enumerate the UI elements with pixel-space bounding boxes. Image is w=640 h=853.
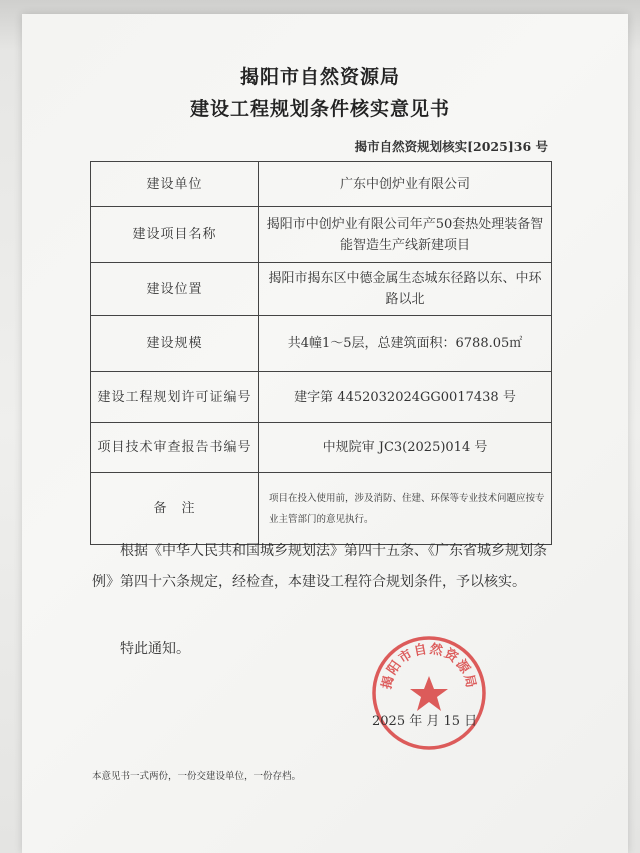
body-paragraph: 根据《中华人民共和国城乡规划法》第四十五条、《广东省城乡规划条例》第四十六条规定，经检查，本建设工程符合规划条件，予以核实。 bbox=[92, 543, 547, 590]
row-label: 备 注 bbox=[91, 473, 259, 545]
table-row bbox=[91, 162, 552, 207]
table-row bbox=[91, 263, 552, 316]
row-label: 建设工程规划许可证编号 bbox=[91, 372, 259, 423]
notice-text: 特此通知。 bbox=[120, 641, 190, 657]
row-value: 揭阳市揭东区中德金属生态城东径路以东、中环路以北 bbox=[259, 263, 552, 316]
star-icon bbox=[410, 676, 448, 711]
table-row bbox=[91, 207, 552, 263]
row-label: 建设位置 bbox=[91, 263, 259, 316]
row-value: 共4幢1～5层，总建筑面积：6788.05㎡ bbox=[259, 316, 552, 372]
info-table bbox=[90, 161, 552, 545]
row-value: 揭阳市中创炉业有限公司年产50套热处理装备智能智造生产线新建项目 bbox=[259, 207, 552, 263]
row-label: 建设规模 bbox=[91, 316, 259, 372]
issuer-title: 揭阳市自然资源局 bbox=[239, 66, 400, 88]
seal-text: 揭阳市自然资源局 bbox=[379, 641, 479, 691]
row-label: 项目技术审查报告书编号 bbox=[91, 423, 259, 473]
table-row bbox=[91, 423, 552, 473]
row-value: 建字第 4452032024GG0017438 号 bbox=[259, 372, 552, 423]
row-value: 中规院审 JC3(2025)014 号 bbox=[259, 423, 552, 473]
row-label: 建设项目名称 bbox=[91, 207, 259, 263]
table-row bbox=[91, 372, 552, 423]
footer-note: 本意见书一式两份，一份交建设单位，一份存档。 bbox=[92, 771, 302, 782]
table-row bbox=[91, 316, 552, 372]
document-title: 建设工程规划条件核实意见书 bbox=[189, 98, 450, 120]
document-number: 揭市自然资规划核实[2025]36 号 bbox=[354, 139, 548, 154]
issue-date: 2025 年 月 15 日 bbox=[372, 714, 478, 729]
row-value: 广东中创炉业有限公司 bbox=[259, 162, 552, 207]
remarks-value: 项目在投入使用前，涉及消防、住建、环保等专业技术问题应按专业主管部门的意见执行。 bbox=[259, 473, 552, 545]
table-row bbox=[91, 473, 552, 545]
official-seal bbox=[370, 634, 488, 752]
row-label: 建设单位 bbox=[91, 162, 259, 207]
